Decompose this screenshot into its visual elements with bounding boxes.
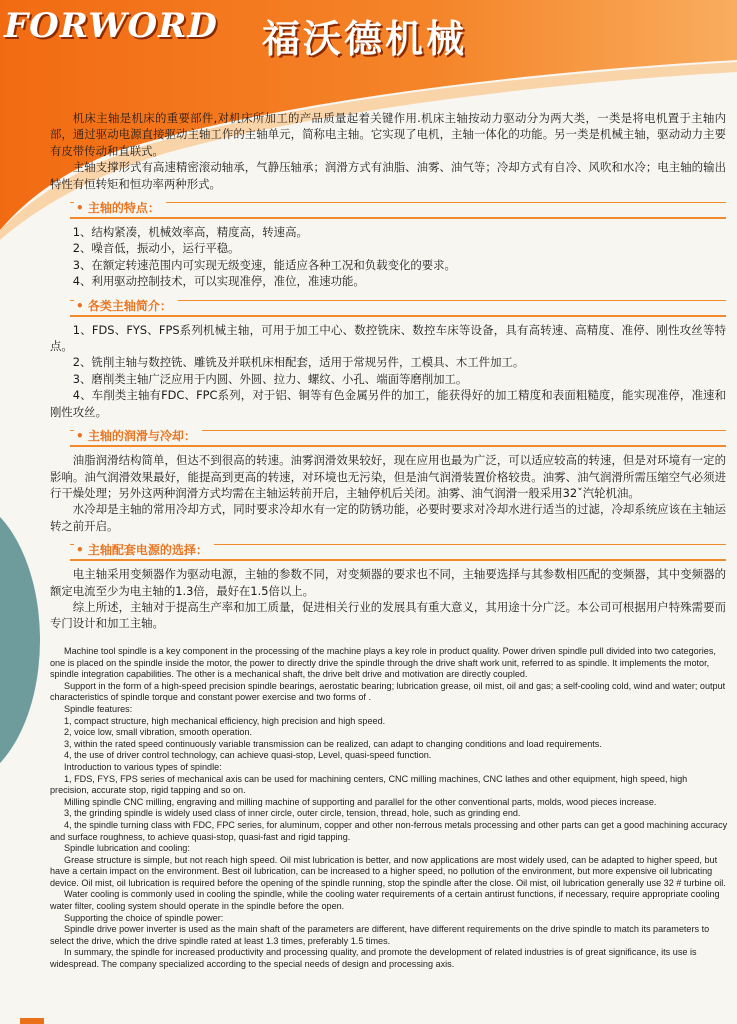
- summary-paragraph: 综上所述，主轴对于提高生产率和加工质量，促进相关行业的发展具有重大意义，其用途十分广泛。本公司可根据用户特殊需要而专门设计和加工主轴。: [50, 599, 726, 631]
- feature-item: 4、利用驱动控制技术，可以实现准停，准位，准速功能。: [72, 274, 365, 289]
- feature-item: 2、噪音低，振动小，运行平稳。: [72, 241, 240, 256]
- english-paragraph: Milling spindle CNC milling, engraving and milling machine of supporting and parallel for the other conventional parts, molds, wood pieces increase.: [64, 796, 657, 807]
- brand-name-cn: 福沃德机械: [262, 16, 468, 61]
- english-paragraph: 4, the use of driver control technology, can achieve quasi-stop, Level, quasi-speed function.: [64, 750, 432, 761]
- teal-decorative-arc: [0, 495, 40, 785]
- english-paragraph: 1, FDS, FYS, FPS series of mechanical axis can be used for machining centers, CNC milling machines, CNC lathes and other equipment, high speed, high precision, accurate stop, rigid tapping and so on.: [50, 773, 688, 796]
- type-item: 1、FDS、FYS、FPS系列机械主轴，可用于加工中心、数控铣床、数控车床等设备，具有高转速、高精度、准停、刚性攻丝等特点。: [50, 322, 726, 354]
- intro-paragraph: 机床主轴是机床的重要部件,对机床所加工的产品质量起着关键作用.机床主轴按动力驱动分为两大类，一类是将电机置于主轴内部，通过驱动电源直接驱动主轴工作的主轴单元，简称电主轴。它实现了电机，主轴一体化的功能。另一类是机械主轴，驱动动力主要有皮带传动和直联式。: [50, 111, 726, 158]
- english-content: [50, 646, 728, 971]
- english-paragraph: In summary, the spindle for increased productivity and processing quality, and promote the development of related industries is of great significance, its use is widespread. The company specialized according to the special needs of design and processing axis.: [50, 947, 697, 970]
- english-paragraph: Support in the form of a high-speed precision spindle bearings, aerostatic bearing; lubrication grease, oil mist, oil and gas; a self-cooling cold, wind and water; output characteristics of spindle torque and constant power exercise and two forms of .: [50, 680, 726, 703]
- cooling-paragraph: 水冷却是主轴的常用冷却方式，同时要求冷却水有一定的防锈功能，必要时要求对冷却水进行适当的过滤，冷却系统应该在主轴运转之前开启。: [50, 502, 726, 533]
- english-paragraph: 2, voice low, small vibration, smooth operation.: [64, 727, 253, 738]
- section-heading: • 各类主轴简介：: [50, 294, 726, 316]
- english-paragraph: 1, compact structure, high mechanical efficiency, high precision and high speed.: [64, 715, 386, 726]
- english-paragraph: Grease structure is simple, but not reach high speed. Oil mist lubrication is better, and now applications are most widely used, can be adapted to higher speed, but have a certain impact on the environment. Best oil lubrication, can be increased to a higher speed, no pollution of the environment, but more expensive oil lubricating device. Oil mist, oil lubrication is required before the opening of the spindle running, stop the spindle after the close. Oil mist, oil lubrication generally use 32 # turbine oil.: [50, 854, 726, 888]
- english-paragraph: Machine tool spindle is a key component in the processing of the machine plays a key role in product quality. Power driven spindle pull divided into two categories, one is placed on the spindle inside the motor, the power to directly drive the spindle through the drive shaft work unit, referred to as spindle. It implements the motor, spindle integration capabilities. The other is a mechanical shaft, the drive belt drive and motivation are directly coupled.: [50, 646, 716, 680]
- feature-item: 3、在额定转速范围内可实现无级变速，能适应各种工况和负载变化的要求。: [72, 257, 456, 272]
- footer-mark: [20, 1018, 44, 1024]
- english-paragraph: Spindle drive power inverter is used as the main shaft of the parameters are different, have different requirements on the drive spindle to match its parameters to select the drive, which the drive spindle rated at least 1.3 times, preferably 1.5 times.: [50, 924, 710, 946]
- type-item: 3、磨削类主轴广泛应用于内圆、外圆、拉力、螺纹、小孔、端面等磨削加工。: [72, 371, 468, 386]
- english-paragraph: 4, the spindle turning class with FDC, FPC series, for aluminum, copper and other non-ferrous metals processing and other parts can get a good machining accuracy and surface roughness, to achieve quasi-stop, quasi-fast and rigid tapping.: [50, 819, 728, 842]
- english-paragraph: Introduction to various types of spindle:: [64, 761, 222, 772]
- power-paragraph: 电主轴采用变频器作为驱动电源，主轴的参数不同，对变频器的要求也不同，主轴要选择与其参数相匹配的变频器，其中变频器的额定电流至少为电主轴的1.3倍，最好在1.5倍以上。: [50, 567, 726, 598]
- type-item: 4、车削类主轴有FDC、FPC系列，对于铝、铜等有色金属另件的加工，能获得好的加工精度和表面粗糙度，能实现准停，准速和刚性攻丝。: [50, 388, 726, 419]
- english-paragraph: Spindle lubrication and cooling:: [64, 843, 190, 854]
- lubrication-paragraph: 油脂润滑结构简单，但达不到很高的转速。油雾润滑效果较好，现在应用也最为广泛，可以适应较高的转速，但是对环境有一定的影响。油气润滑效果最好，能提高到更高的转速，对环境也无污染，但是油气润滑装置价格较贵。油雾、油气润滑所需压缩空气必须进行干燥处理；另外这两种润滑方式均需在主轴运转前开启，主轴停机后关闭。油雾、油气润滑一般采用32ˇ汽轮机油。: [50, 453, 726, 500]
- section-heading: • 主轴的特点：: [50, 196, 726, 218]
- type-item: 2、铣削主轴与数控铣、雕铣及并联机床相配套，适用于常规另件，工模具、木工件加工。: [72, 355, 525, 370]
- intro-paragraph: 主轴支撑形式有高速精密滚动轴承，气静压轴承；润滑方式有油脂、油雾、油气等；冷却方式有自冷、风吹和水冷；电主轴的输出特性有恒转矩和恒功率两种形式。: [50, 160, 726, 191]
- english-paragraph: Water cooling is commonly used in cooling the spindle, while the cooling water requirements of a certain antirust functions, if necessary, require appropriate cooling water filter, cooling system should operate in the spindle before the open.: [50, 889, 720, 912]
- english-paragraph: 3, within the rated speed continuously variable transmission can be realized, can adapt to changing conditions and load requirements.: [64, 738, 602, 749]
- feature-item: 1、结构紧凑，机械效率高，精度高，转速高。: [72, 225, 308, 240]
- brand-logo-en: FORWORD: [4, 6, 218, 46]
- english-paragraph: 3, the grinding spindle is widely used class of inner circle, outer circle, tension, thread, hole, such as grinding end.: [64, 808, 521, 819]
- section-heading: • 主轴的润滑与冷却：: [50, 424, 726, 446]
- english-paragraph: Spindle features:: [64, 703, 133, 714]
- english-paragraph: Supporting the choice of spindle power:: [64, 912, 224, 923]
- chinese-content: [50, 110, 726, 632]
- section-heading: • 主轴配套电源的选择：: [50, 538, 726, 560]
